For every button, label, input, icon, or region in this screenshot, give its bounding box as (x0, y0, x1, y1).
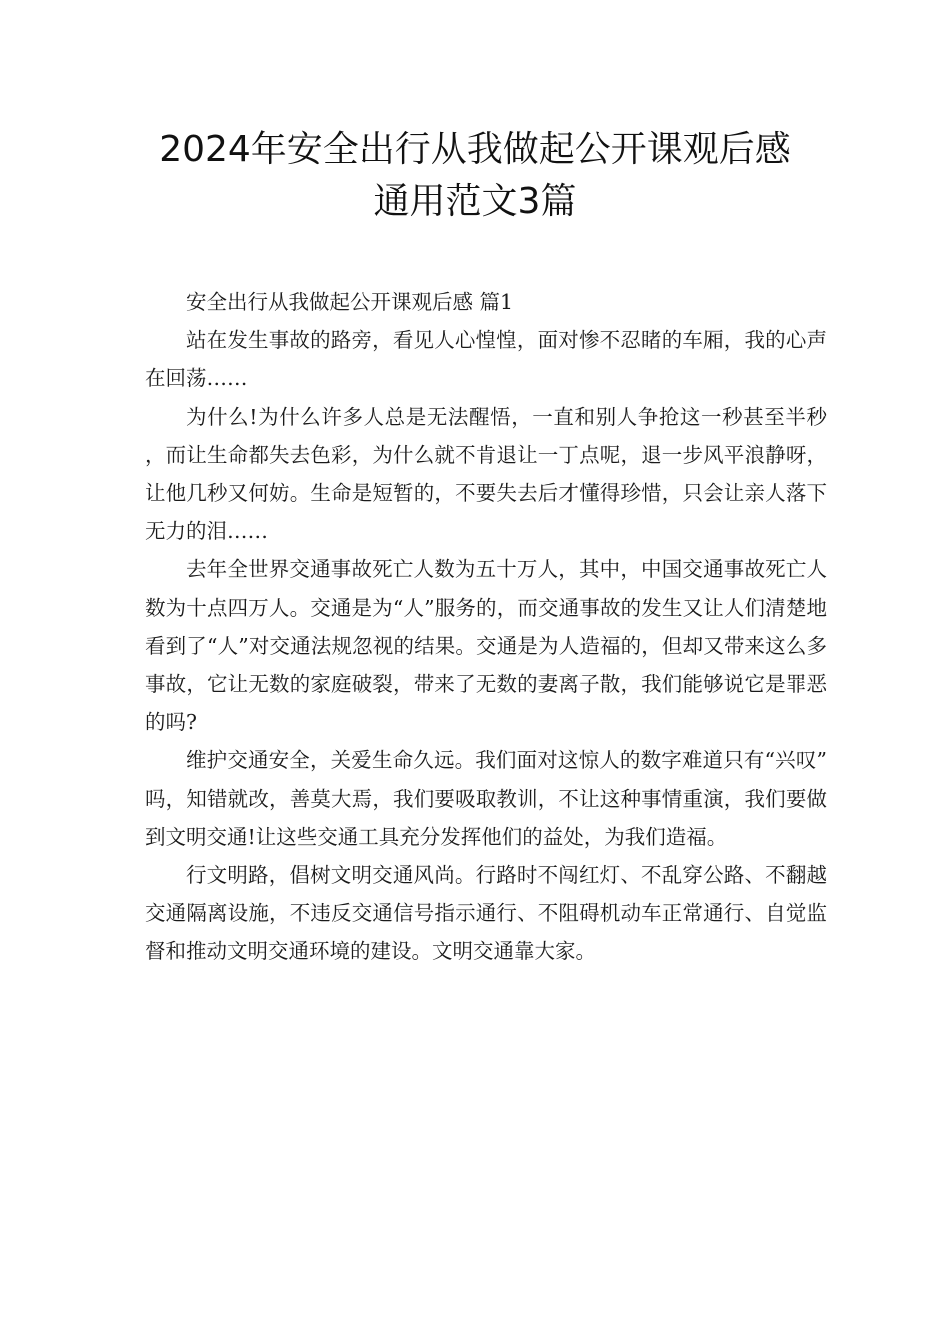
section-heading: 安全出行从我做起公开课观后感 篇1 (186, 290, 514, 314)
title-line-1: 2024年安全出行从我做起公开课观后感 (159, 129, 791, 170)
paragraph-1: 站在发生事故的路旁，看见人心惶惶，面对惨不忍睹的车厢，我的心声在回荡…… (145, 328, 827, 391)
paragraph-5: 行文明路，倡树文明交通风尚。行路时不闯红灯、不乱穿公路、不翻越交通隔离设施，不违反交通信号指示通行、不阻碍机动车正常通行、自觉监督和推动文明交通环境的建设。文明交通靠大家。 (145, 863, 827, 964)
document-title (120, 124, 830, 228)
paragraph-3: 去年全世界交通事故死亡人数为五十万人，其中，中国交通事故死亡人数为十点四万人。交通是为“人”服务的，而交通事故的发生又让人们清楚地看到了“人”对交通法规忽视的结果。交通是为人造福的，但却又带来这么多事故，它让无数的家庭破裂，带来了无数的妻离子散，我们能够说它是罪恶的吗? (145, 557, 827, 735)
paragraph-4: 维护交通安全，关爱生命久远。我们面对这惊人的数字难道只有“兴叹”吗，知错就改，善莫大焉，我们要吸取教训，不让这种事情重演，我们要做到文明交通!让这些交通工具充分发挥他们的益处，为我们造福。 (145, 748, 827, 849)
document-body (145, 283, 827, 971)
paragraph-2: 为什么!为什么许多人总是无法醒悟，一直和别人争抢这一秒甚至半秒，而让生命都失去色彩，为什么就不肯退让一丁点呢，退一步风平浪静呀，让他几秒又何妨。生命是短暂的，不要失去后才懂得珍惜，只会让亲人落下无力的泪…… (145, 404, 827, 544)
title-line-2: 通用范文3篇 (373, 181, 577, 222)
